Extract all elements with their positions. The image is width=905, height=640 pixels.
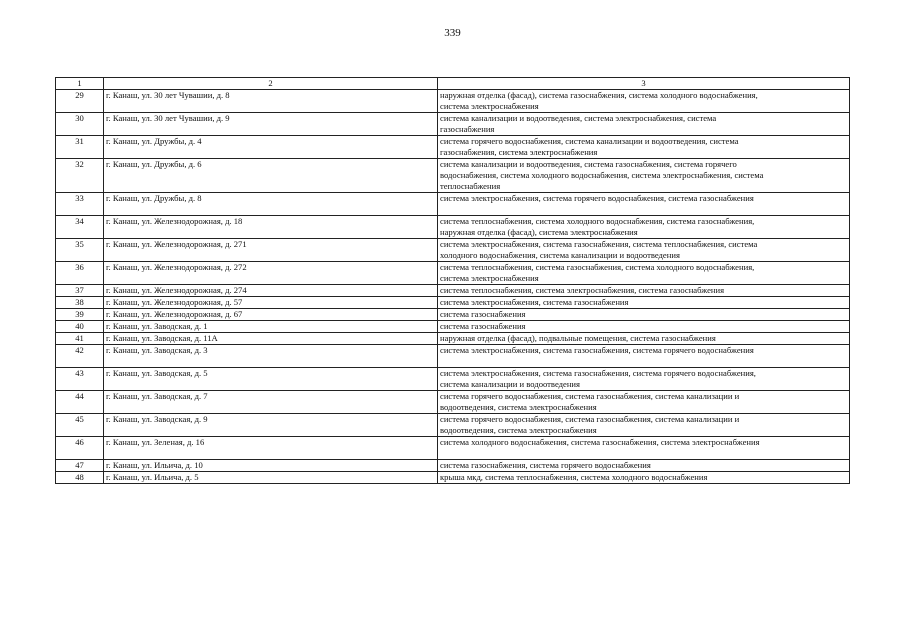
address-cell: г. Канаш, ул. Заводская, д. 7: [104, 391, 438, 414]
header-cell-1: 1: [56, 78, 104, 90]
table-row: [56, 136, 850, 159]
row-number-cell: 47: [56, 460, 104, 472]
systems-line: система теплоснабжения, система холодного водоснабжения, система газоснабжения,: [440, 216, 755, 226]
systems-line: теплоснабжения: [440, 181, 501, 191]
systems-line: система теплоснабжения, система газоснабжения, система холодного водоснабжения,: [440, 262, 755, 272]
row-number-cell: 35: [56, 239, 104, 262]
systems-cell: [438, 239, 850, 262]
row-number-cell: 36: [56, 262, 104, 285]
table-row: [56, 285, 850, 297]
row-number-cell: 30: [56, 113, 104, 136]
systems-line: водоотведения, система электроснабжения: [440, 402, 597, 412]
systems-line: система газоснабжения: [440, 321, 526, 331]
systems-line: система горячего водоснабжения, система канализации и водоотведения, система: [440, 136, 739, 146]
systems-cell: [438, 391, 850, 414]
address-cell: г. Канаш, ул. Заводская, д. 9: [104, 414, 438, 437]
row-number-cell: 40: [56, 321, 104, 333]
systems-line: система канализации и водоотведения, система газоснабжения, система горячего: [440, 159, 737, 169]
systems-line: система канализации и водоотведения: [440, 379, 580, 389]
row-number-cell: 39: [56, 309, 104, 321]
systems-line: наружная отделка (фасад), система электроснабжения: [440, 227, 638, 237]
address-cell: г. Канаш, ул. Заводская, д. 11А: [104, 333, 438, 345]
systems-line: [440, 448, 847, 459]
table-row: [56, 368, 850, 391]
table-row: [56, 333, 850, 345]
systems-cell: [438, 368, 850, 391]
systems-cell: [438, 321, 850, 333]
systems-line: водоотведения, система электроснабжения: [440, 425, 597, 435]
address-cell: г. Канаш, ул. Железнодорожная, д. 67: [104, 309, 438, 321]
address-cell: г. Канаш, ул. Заводская, д. 5: [104, 368, 438, 391]
table-row: [56, 391, 850, 414]
systems-line: газоснабжения: [440, 124, 495, 134]
systems-line: система электроснабжения, система газоснабжения: [440, 297, 629, 307]
address-cell: г. Канаш, ул. Железнодорожная, д. 57: [104, 297, 438, 309]
systems-line: система холодного водоснабжения, система газоснабжения, система электроснабжения: [440, 437, 760, 447]
table-row: [56, 262, 850, 285]
systems-line: холодного водоснабжения, система канализации и водоотведения: [440, 250, 680, 260]
row-number-cell: 41: [56, 333, 104, 345]
row-number-cell: 37: [56, 285, 104, 297]
systems-line: наружная отделка (фасад), подвальные помещения, система газоснабжения: [440, 333, 716, 343]
address-cell: г. Канаш, ул. Железнодорожная, д. 18: [104, 216, 438, 239]
table-row: [56, 113, 850, 136]
row-number-cell: 42: [56, 345, 104, 368]
systems-line: наружная отделка (фасад), система газоснабжения, система холодного водоснабжения,: [440, 90, 758, 100]
systems-cell: [438, 333, 850, 345]
address-cell: г. Канаш, ул. Зеленая, д. 16: [104, 437, 438, 460]
address-cell: г. Канаш, ул. Железнодорожная, д. 271: [104, 239, 438, 262]
systems-cell: [438, 113, 850, 136]
systems-line: система горячего водоснабжения, система газоснабжения, система канализации и: [440, 414, 740, 424]
systems-line: система канализации и водоотведения, система электроснабжения, система: [440, 113, 717, 123]
address-cell: г. Канаш, ул. Железнодорожная, д. 274: [104, 285, 438, 297]
row-number-cell: 46: [56, 437, 104, 460]
table-row: [56, 437, 850, 460]
address-cell: г. Канаш, ул. Дружбы, д. 8: [104, 193, 438, 216]
row-number-cell: 44: [56, 391, 104, 414]
systems-cell: [438, 159, 850, 193]
address-cell: г. Канаш, ул. Заводская, д. 1: [104, 321, 438, 333]
systems-line: [440, 204, 847, 215]
address-cell: г. Канаш, ул. 30 лет Чувашии, д. 8: [104, 90, 438, 113]
systems-line: система газоснабжения, система горячего водоснабжения: [440, 460, 651, 470]
table-row: [56, 345, 850, 368]
systems-line: система электроснабжения, система газоснабжения, система горячего водоснабжения: [440, 345, 754, 355]
systems-line: крыша мкд, система теплоснабжения, система холодного водоснабжения: [440, 472, 708, 482]
table-row: [56, 239, 850, 262]
table-row: [56, 460, 850, 472]
row-number-cell: 32: [56, 159, 104, 193]
systems-line: система газоснабжения: [440, 309, 526, 319]
systems-cell: [438, 297, 850, 309]
systems-cell: [438, 345, 850, 368]
table-row: [56, 309, 850, 321]
buildings-table: [55, 77, 850, 484]
systems-cell: [438, 193, 850, 216]
systems-line: система электроснабжения, система горячего водоснабжения, система газоснабжения: [440, 193, 754, 203]
systems-line: система теплоснабжения, система электроснабжения, система газоснабжения: [440, 285, 725, 295]
systems-line: газоснабжения, система электроснабжения: [440, 147, 598, 157]
systems-line: система электроснабжения: [440, 101, 539, 111]
table-row: [56, 216, 850, 239]
systems-cell: [438, 90, 850, 113]
systems-cell: [438, 460, 850, 472]
systems-line: система электроснабжения, система газоснабжения, система горячего водоснабжения,: [440, 368, 756, 378]
table-header-row: [56, 78, 850, 90]
page-number: 339: [444, 27, 461, 39]
systems-line: система электроснабжения: [440, 273, 539, 283]
systems-cell: [438, 285, 850, 297]
row-number-cell: 29: [56, 90, 104, 113]
table-row: [56, 414, 850, 437]
header-cell-3: 3: [438, 78, 850, 90]
systems-cell: [438, 414, 850, 437]
systems-cell: [438, 216, 850, 239]
row-number-cell: 31: [56, 136, 104, 159]
row-number-cell: 38: [56, 297, 104, 309]
table-row: [56, 297, 850, 309]
table-row: [56, 472, 850, 484]
table-row: [56, 321, 850, 333]
row-number-cell: 45: [56, 414, 104, 437]
address-cell: г. Канаш, ул. Заводская, д. 3: [104, 345, 438, 368]
systems-cell: [438, 262, 850, 285]
row-number-cell: 48: [56, 472, 104, 484]
systems-line: система электроснабжения, система газоснабжения, система теплоснабжения, система: [440, 239, 758, 249]
address-cell: г. Канаш, ул. Дружбы, д. 6: [104, 159, 438, 193]
systems-line: водоснабжения, система холодного водоснабжения, система электроснабжения, система: [440, 170, 764, 180]
table-row: [56, 159, 850, 193]
systems-line: [440, 356, 847, 367]
address-cell: г. Канаш, ул. 30 лет Чувашии, д. 9: [104, 113, 438, 136]
systems-cell: [438, 309, 850, 321]
address-cell: г. Канаш, ул. Ильича, д. 5: [104, 472, 438, 484]
systems-cell: [438, 472, 850, 484]
systems-cell: [438, 437, 850, 460]
systems-cell: [438, 136, 850, 159]
row-number-cell: 33: [56, 193, 104, 216]
address-cell: г. Канаш, ул. Дружбы, д. 4: [104, 136, 438, 159]
table-row: [56, 193, 850, 216]
address-cell: г. Канаш, ул. Железнодорожная, д. 272: [104, 262, 438, 285]
address-cell: г. Канаш, ул. Ильича, д. 10: [104, 460, 438, 472]
row-number-cell: 43: [56, 368, 104, 391]
row-number-cell: 34: [56, 216, 104, 239]
table-row: [56, 90, 850, 113]
header-cell-2: 2: [104, 78, 438, 90]
systems-line: система горячего водоснабжения, система газоснабжения, система канализации и: [440, 391, 740, 401]
